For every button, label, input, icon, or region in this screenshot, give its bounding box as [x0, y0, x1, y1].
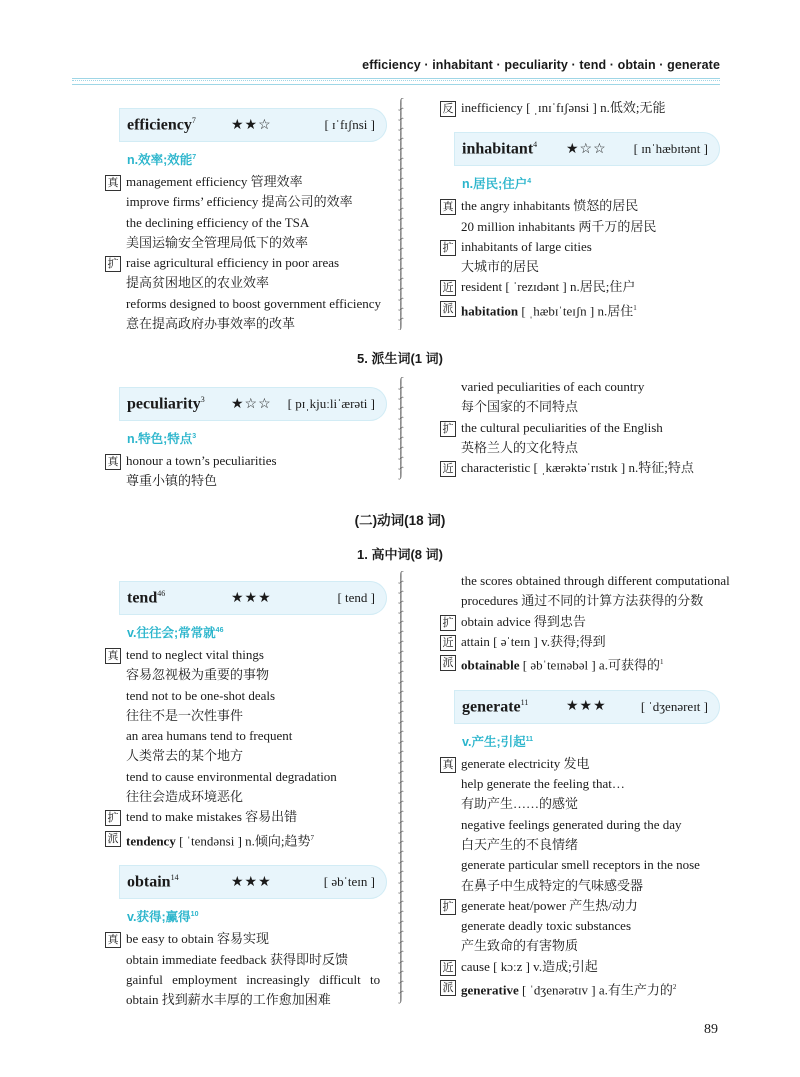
heading-verbs: (二)动词(18 词) [354, 513, 446, 528]
headword: inhabitant$^4$ [462, 140, 538, 158]
star-rating: ★★★ [566, 699, 607, 715]
example-line [440, 835, 720, 855]
example-line [440, 957, 720, 977]
example-text: characteristic [ ˌkærəktəˈrɪstɪk ] n.特征;特点 [461, 460, 694, 476]
headword: efficiency$^7$ [127, 115, 196, 134]
example-text: [ əbˈteɪnəbəl ] a.可获得的 [519, 657, 660, 673]
page-number: 89 [704, 1022, 718, 1037]
headword-box [119, 108, 387, 142]
example-line [105, 990, 387, 1010]
headword-box [119, 865, 387, 899]
example-line [105, 471, 387, 491]
example-line [105, 192, 387, 212]
headword: obtain$^{14}$ [127, 873, 179, 891]
example-line [440, 98, 720, 118]
headword-frequency: 46 [157, 588, 166, 598]
example-line [440, 418, 720, 438]
example-text: 英格兰人的文化特点 [461, 439, 579, 455]
example-text: tend to make mistakes 容易出错 [126, 809, 298, 825]
label-badge: 扩 [105, 256, 121, 272]
example-line [440, 916, 720, 936]
example-text: generate particular smell receptors in the nose [461, 857, 700, 873]
example-line [440, 217, 720, 237]
example-line [440, 438, 720, 458]
col-left [105, 387, 387, 492]
example-text: obtain advice 得到忠告 [461, 613, 586, 629]
frequency: 1 [659, 658, 664, 667]
section-peculiarity [0, 377, 800, 489]
word-entry [105, 581, 387, 641]
example-text: the scores obtained through different computational [461, 573, 730, 588]
example-text: reforms designed to boost government efficiency [126, 295, 381, 311]
part-of-speech: v.获得;赢得$^{10}$ [127, 910, 199, 925]
pos-frequency: 4 [527, 178, 532, 186]
example-line [440, 632, 720, 652]
example-text: improve firms’ efficiency 提高公司的效率 [126, 194, 353, 210]
example-text: an area humans tend to frequent [126, 728, 293, 744]
pos-frequency: 11 [525, 735, 534, 743]
word-entry [105, 865, 387, 925]
example-line [440, 377, 720, 397]
example-line [105, 686, 387, 706]
example-line [440, 571, 730, 591]
example-line [105, 253, 387, 273]
example-text: 容易忽视极为重要的事物 [126, 667, 270, 683]
example-text: be easy to obtain 容易实现 [126, 931, 269, 947]
example-line [105, 273, 387, 293]
example-line [440, 855, 720, 875]
example-text: 意在提高政府办事效率的改革 [126, 316, 296, 332]
example-text: tend to cause environmental degradation [126, 768, 337, 784]
example-text: the declining efficiency of the TSA [126, 214, 310, 230]
example-text: help generate the feeling that… [461, 776, 625, 792]
label-badge: 扩 [105, 810, 121, 826]
example-line [440, 794, 720, 814]
label-badge: 近 [440, 960, 456, 976]
example-line [440, 754, 720, 774]
example-text: the cultural peculiarities of the English [461, 419, 663, 435]
pos-frequency: 7 [192, 153, 197, 161]
example-line [440, 298, 720, 322]
example-text: generate heat/power 产生热/动力 [461, 897, 638, 913]
phonetic: [ tend ] [337, 590, 375, 605]
example-line [105, 706, 387, 726]
word-entry [105, 108, 387, 168]
headword-frequency: 11 [520, 697, 529, 707]
label-badge: 真 [105, 932, 121, 948]
col-right [440, 571, 730, 1001]
star-rating: ★★★ [231, 590, 272, 606]
label-badge: 扩 [440, 615, 456, 631]
example-text: 有助产生……的感觉 [461, 796, 579, 812]
example-text: inhabitants of large cities [461, 238, 592, 254]
frequency: 7 [310, 833, 315, 842]
headword-box [119, 387, 387, 421]
label-badge: 派 [440, 655, 456, 671]
example-text: 往往会造成环境恶化 [126, 789, 244, 805]
example-text: resident [ ˈrezɪdənt ] n.居民;住户 [461, 279, 636, 295]
col-left [105, 108, 387, 334]
column-divider: ∫ ∫ ∫ ∫ ∫ ∫ ∫ ∫ ∫ ∫ [399, 377, 403, 479]
example-text: management efficiency 管理效率 [126, 174, 303, 189]
example-line [440, 277, 720, 297]
example-text: [ ˈdʒenərətɪv ] a.有生产力的 [518, 982, 673, 998]
label-badge: 扩 [440, 899, 456, 915]
phonetic: [ əbˈteɪn ] [323, 874, 375, 890]
example-line [105, 726, 387, 746]
example-text: procedures 通过不同的计算方法获得的分数 [461, 593, 704, 609]
example-text: 美国运输安全管理局低下的效率 [126, 234, 309, 250]
example-text: tend not to be one-shot deals [126, 687, 276, 703]
example-line [440, 257, 720, 277]
label-badge: 近 [440, 635, 456, 651]
example-line [440, 196, 720, 216]
column-divider: ∫ ∫ ∫ ∫ ∫ ∫ ∫ ∫ ∫ ∫ ∫ ∫ ∫ ∫ ∫ ∫ ∫ ∫ ∫ ∫ ∫ ∫ ∫ ∫ ∫ ∫ ∫ ∫ ∫ ∫ ∫ ∫ ∫ ∫ ∫ ∫ ∫ ∫ ∫ ∫ ∫ ∫ ∫ [399, 571, 403, 1003]
col-left [105, 581, 387, 1010]
phonetic: [ ˈdʒenəreɪt ] [640, 698, 708, 714]
pos-frequency: 3 [192, 432, 197, 440]
example-line [440, 774, 720, 794]
example-text: obtain 找到薪水丰厚的工作愈加困难 [126, 992, 331, 1008]
label-badge: 近 [440, 280, 456, 296]
example-text: generate deadly toxic substances [461, 918, 632, 934]
label-badge: 真 [105, 648, 121, 664]
section-verbs [0, 571, 800, 1007]
frequency: 2 [672, 983, 677, 992]
example-text: cause [ kɔːz ] v.造成;引起 [461, 958, 598, 974]
example-line [440, 458, 720, 478]
star-rating: ★☆☆ [566, 141, 607, 157]
example-text: gainful employment increasingly difficult to [126, 971, 381, 987]
example-line [105, 294, 387, 314]
example-text: 提高贫困地区的农业效率 [126, 275, 270, 291]
heading-derived: 5. 派生词(1 词) [357, 351, 443, 366]
headword-frequency: 3 [200, 394, 205, 404]
example-text: [ ˌhæbɪˈteɪʃn ] n.居住 [518, 303, 634, 319]
label-badge: 近 [440, 461, 456, 477]
label-badge: 真 [440, 199, 456, 215]
example-text: negative feelings generated during the day [461, 816, 682, 832]
example-line [440, 237, 720, 257]
example-text: 尊重小镇的特色 [126, 473, 218, 489]
word-entry [105, 387, 387, 447]
phonetic: [ ɪˈfɪʃnsi ] [324, 117, 375, 132]
example-line [105, 451, 387, 471]
part-of-speech: v.往往会;常常就$^{46}$ [127, 626, 224, 640]
derived-word: tendency [126, 833, 176, 848]
example-line [105, 950, 387, 970]
part-of-speech: n.特色;特点$^3$ [127, 432, 197, 446]
label-badge: 派 [440, 980, 456, 996]
col-right [440, 377, 720, 478]
example-text: 往往不是一次性事件 [126, 707, 244, 723]
label-badge: 派 [440, 301, 456, 317]
example-line [440, 977, 720, 1001]
col-right [440, 98, 720, 321]
headword-frequency: 14 [170, 873, 179, 883]
headword-box [454, 132, 720, 166]
headword-frequency: 4 [533, 140, 538, 150]
phonetic: [ pɪˌkjuːliˈærəti ] [287, 396, 375, 411]
example-text: obtain immediate feedback 获得即时反馈 [126, 951, 349, 967]
heading-high-school: 1. 高中词(8 词) [357, 547, 443, 562]
example-line [105, 645, 387, 665]
example-text: 在鼻子中生成特定的气味感受器 [461, 877, 644, 893]
example-text: 白天产生的不良情绪 [461, 837, 579, 852]
example-text: 人类常去的某个地方 [126, 748, 244, 764]
label-badge: 真 [105, 454, 121, 470]
example-line [440, 936, 720, 956]
example-text: attain [ əˈteɪn ] v.获得;得到 [461, 633, 606, 649]
frequency: 1 [633, 303, 637, 312]
star-rating: ★☆☆ [231, 396, 272, 412]
example-line [105, 746, 387, 766]
label-badge: 扩 [440, 240, 456, 256]
star-rating: ★★☆ [231, 117, 272, 133]
example-text: 大城市的居民 [461, 259, 540, 275]
example-text: [ ˈtendənsi ] n.倾向;趋势 [175, 833, 311, 848]
derived-word: habitation [461, 303, 519, 319]
example-line [440, 612, 720, 632]
running-head: efficiency · inhabitant · peculiarity · tend · obtain · generate [362, 58, 720, 72]
example-line [105, 665, 387, 685]
example-text: generate electricity 发电 [461, 755, 590, 771]
headword-box [119, 581, 387, 615]
label-badge: 反 [440, 101, 456, 117]
pos-frequency: 10 [190, 911, 199, 919]
example-line [105, 314, 387, 334]
headword: generate$^{11}$ [462, 697, 529, 715]
pos-frequency: 46 [215, 626, 224, 634]
derived-word: generative [461, 982, 519, 998]
section-efficiency [0, 98, 800, 330]
label-badge: 真 [105, 175, 121, 191]
example-line [105, 767, 387, 787]
derived-word: obtainable [461, 657, 520, 673]
column-divider: ∫ ∫ ∫ ∫ ∫ ∫ ∫ ∫ ∫ ∫ ∫ ∫ ∫ ∫ ∫ ∫ ∫ ∫ ∫ ∫ ∫ ∫ ∫ [399, 98, 403, 330]
example-line [440, 397, 720, 417]
example-line [440, 896, 720, 916]
example-text: honour a town’s peculiarities [126, 453, 277, 468]
word-entry [440, 690, 720, 750]
example-line [105, 807, 387, 827]
example-text: inefficiency [ ˌɪnɪˈfɪʃənsi ] n.低效;无能 [461, 100, 666, 115]
example-line [440, 876, 720, 896]
example-text: raise agricultural efficiency in poor areas [126, 255, 340, 271]
example-line [105, 172, 387, 192]
example-text: 产生致命的有害物质 [461, 938, 579, 954]
example-line [440, 591, 720, 611]
headword-frequency: 7 [191, 115, 196, 125]
example-line [105, 929, 387, 949]
example-text: the angry inhabitants 愤怒的居民 [461, 198, 639, 214]
headword-box [454, 690, 720, 724]
example-text: 20 million inhabitants 两千万的居民 [461, 218, 657, 234]
example-line [105, 787, 387, 807]
example-text: varied peculiarities of each country [461, 379, 645, 394]
part-of-speech: n.效率;效能$^7$ [127, 153, 197, 167]
example-line [105, 970, 387, 990]
word-entry [440, 132, 720, 192]
example-text: tend to neglect vital things [126, 647, 264, 662]
example-text: 每个国家的不同特点 [461, 399, 579, 415]
example-line [105, 213, 387, 233]
label-badge: 扩 [440, 421, 456, 437]
example-line [440, 652, 720, 676]
label-badge: 真 [440, 757, 456, 773]
example-line [105, 828, 387, 852]
header-rule [72, 78, 720, 85]
star-rating: ★★★ [231, 874, 272, 890]
headword: peculiarity$^3$ [127, 394, 205, 413]
example-line [105, 233, 387, 253]
phonetic: [ ɪnˈhæbɪtənt ] [633, 141, 708, 157]
part-of-speech: n.居民;住户$^4$ [462, 177, 532, 192]
headword: tend$^{46}$ [127, 588, 166, 607]
label-badge: 派 [105, 831, 121, 847]
example-line [440, 815, 720, 835]
part-of-speech: v.产生;引起$^{11}$ [462, 734, 534, 749]
